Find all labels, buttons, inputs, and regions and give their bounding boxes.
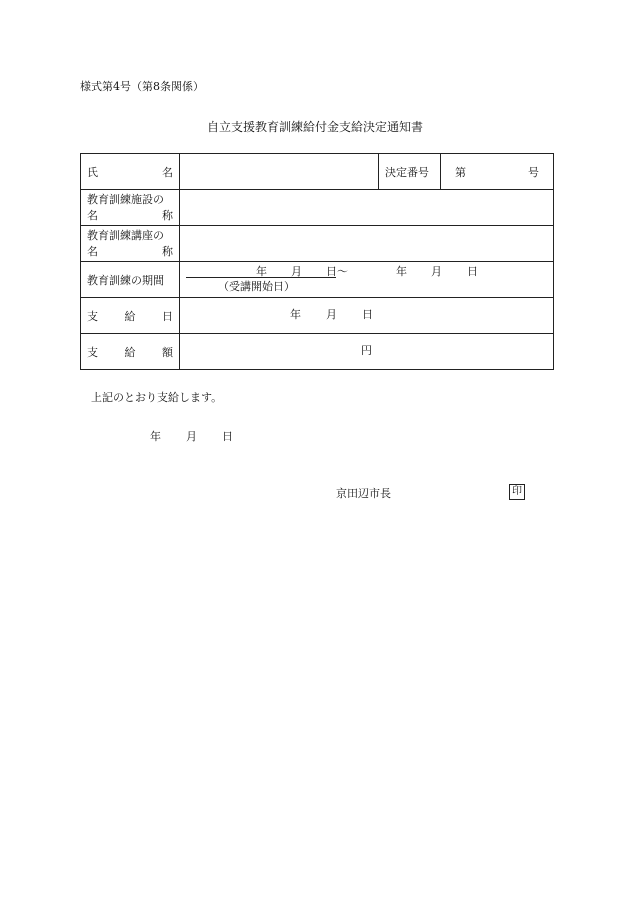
- payment-date-label-char-2: 給: [124, 309, 136, 323]
- course-label-line1: 教育訓練講座の: [87, 228, 164, 242]
- name-value-cell: [180, 154, 379, 190]
- decision-number-label-cell: [379, 154, 441, 190]
- period-label: 教育訓練の期間: [87, 273, 164, 287]
- payment-date-label-cell: [81, 298, 180, 334]
- payment-date-label-char-1: 支: [87, 309, 98, 323]
- notice-table: [80, 153, 554, 370]
- decision-number-suffix: 号: [528, 165, 539, 179]
- payment-notice-text: 上記のとおり支給します。: [91, 391, 223, 404]
- issue-date-day: 日: [222, 430, 233, 443]
- period-start-note: （受講開始日）: [218, 280, 295, 293]
- facility-label-left: 名: [87, 208, 98, 222]
- course-label-right: 称: [162, 244, 173, 258]
- facility-label-cell: [81, 190, 180, 226]
- period-end-day: 日: [467, 265, 478, 278]
- payment-amount-label-cell: [81, 334, 180, 370]
- document-title: 自立支援教育訓練給付金支給決定通知書: [206, 120, 423, 134]
- payment-amount-value-cell: [180, 334, 554, 370]
- period-value-cell: [180, 262, 554, 298]
- period-start-underline: [186, 277, 336, 278]
- row-payment-date: [81, 298, 554, 334]
- course-value-cell: [180, 226, 554, 262]
- period-start-month: 月: [291, 265, 302, 278]
- decision-number-value-cell: [441, 154, 554, 190]
- decision-number-label: 決定番号: [385, 165, 429, 179]
- seal-mark: 印: [509, 484, 525, 500]
- period-start-year: 年: [256, 265, 267, 278]
- payment-date-year: 年: [290, 308, 301, 321]
- issue-date: [150, 430, 233, 444]
- payment-amount-label-char-1: 支: [87, 345, 98, 359]
- payment-date-value-cell: [180, 298, 554, 334]
- payment-amount-label-char-2: 給: [124, 345, 136, 359]
- facility-value-cell: [180, 190, 554, 226]
- issue-date-year: 年: [150, 430, 161, 443]
- form-number: 様式第4号（第8条関係）: [80, 80, 204, 93]
- name-label-left: 氏: [87, 165, 98, 179]
- row-name: [81, 154, 554, 190]
- row-period: [81, 262, 554, 298]
- name-label-cell: [81, 154, 180, 190]
- name-label-right: 名: [162, 165, 173, 179]
- period-label-cell: [81, 262, 180, 298]
- period-end-year: 年: [396, 265, 407, 278]
- row-payment-amount: [81, 334, 554, 370]
- course-label-cell: [81, 226, 180, 262]
- payment-amount-unit: 円: [361, 344, 372, 357]
- facility-label-line1: 教育訓練施設の: [87, 192, 164, 206]
- period-end-month: 月: [431, 265, 442, 278]
- payment-date-label-char-3: 日: [162, 309, 173, 323]
- payment-date-month: 月: [326, 308, 337, 321]
- row-facility: [81, 190, 554, 226]
- facility-label-right: 称: [162, 208, 173, 222]
- period-start-day: 日〜: [326, 265, 348, 278]
- payment-amount-label-char-3: 額: [162, 345, 173, 359]
- decision-number-prefix: 第: [455, 165, 466, 179]
- course-label-left: 名: [87, 244, 98, 258]
- issuer-name: 京田辺市長: [336, 487, 391, 500]
- row-course: [81, 226, 554, 262]
- payment-date-day: 日: [362, 308, 373, 321]
- issue-date-month: 月: [186, 430, 197, 443]
